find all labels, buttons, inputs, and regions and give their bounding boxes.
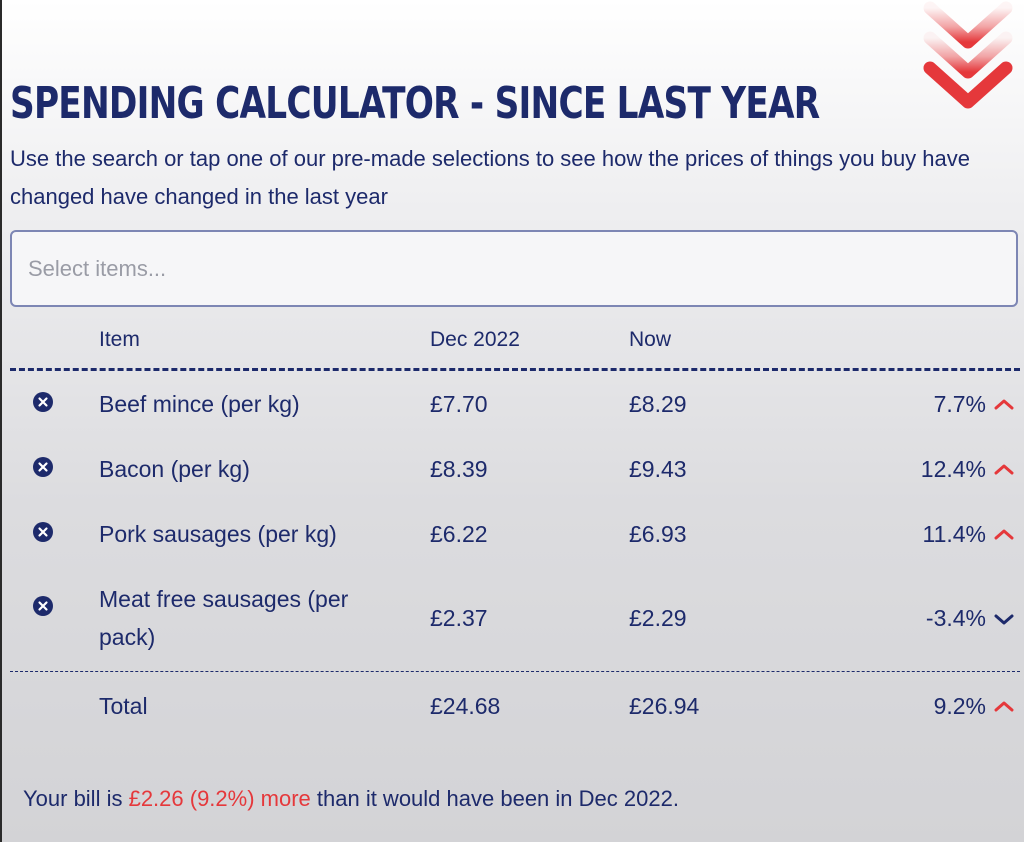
page-subtitle: Use the search or tap one of our pre-made selections to see how the prices of things you buy have changed have changed in the last year [10, 146, 970, 209]
column-header-now: Now [629, 328, 672, 351]
chevron-up-icon [992, 522, 1016, 546]
bill-summary [23, 782, 679, 816]
price-change-percent: 12.4% [920, 456, 986, 482]
price-now: £9.43 [629, 456, 687, 482]
price-change-percent: 7.7% [933, 391, 986, 417]
price-now: £2.29 [629, 605, 687, 631]
price-dec-2022: £8.39 [430, 456, 488, 482]
column-header-item: Item [99, 328, 140, 351]
item-name: Bacon (per kg) [99, 456, 250, 482]
price-change-percent: -3.4% [925, 605, 986, 631]
chevron-up-icon [992, 457, 1016, 481]
summary-highlight: £2.26 (9.2%) more [128, 786, 311, 811]
total-divider [10, 671, 1020, 672]
summary-suffix: than it would have been in Dec 2022. [310, 786, 679, 811]
total-dec-2022: £24.68 [430, 693, 501, 719]
price-dec-2022: £7.70 [430, 391, 488, 417]
price-dec-2022: £6.22 [430, 521, 488, 547]
chevron-down-icon [992, 607, 1016, 631]
table-header-divider [10, 368, 1020, 371]
summary-prefix: Your bill is [23, 786, 129, 811]
item-name: Meat free sausages (per pack) [99, 586, 349, 650]
remove-item-icon[interactable] [33, 392, 53, 412]
price-now: £6.93 [629, 521, 687, 547]
total-now: £26.94 [629, 693, 700, 719]
remove-item-icon[interactable] [33, 457, 53, 477]
remove-item-icon[interactable] [33, 522, 53, 542]
chevron-up-icon [992, 392, 1016, 416]
total-label: Total [99, 693, 148, 719]
total-change-percent: 9.2% [933, 693, 986, 719]
item-search-input[interactable] [10, 230, 1018, 307]
page-title: SPENDING CALCULATOR - SINCE LAST YEAR [10, 78, 820, 129]
price-change-percent: 11.4% [922, 521, 986, 547]
remove-item-icon[interactable] [33, 596, 53, 616]
triple-chevron-down-icon [918, 0, 1018, 118]
column-header-dec-2022: Dec 2022 [430, 328, 520, 351]
item-name: Pork sausages (per kg) [99, 521, 337, 547]
chevron-up-icon [992, 694, 1016, 718]
price-dec-2022: £2.37 [430, 605, 488, 631]
price-now: £8.29 [629, 391, 687, 417]
item-name: Beef mince (per kg) [99, 391, 300, 417]
table-header [2, 320, 1024, 360]
